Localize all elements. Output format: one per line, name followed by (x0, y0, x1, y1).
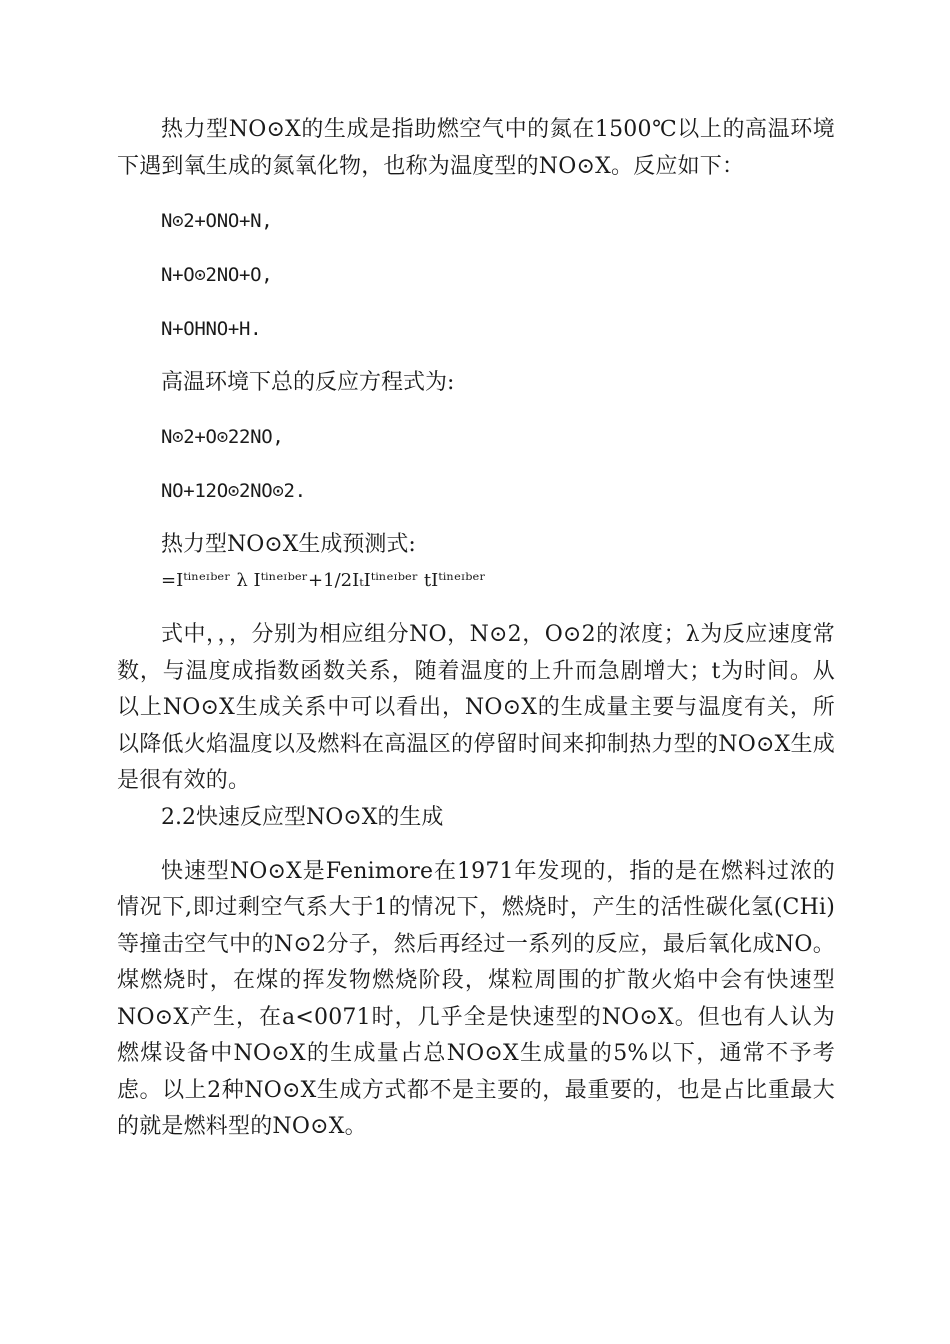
equation-5: NO+12O⊙2NO⊙2. (161, 480, 306, 502)
paragraph-thermal-nox: 热力型NO⊙X的生成是指助燃空气中的氮在1500℃以上的高温环境下遇到氧生成的氮氧化物，也称为温度型的NO⊙X。反应如下： (117, 117, 835, 179)
equation-1: N⊙2+ONO+N, (161, 210, 273, 232)
paragraph-formula-explanation: 式中，，，分别为相应组分NO，N⊙2，O⊙2的浓度；λ为反应速度常数，与温度成指数函数关系，随着温度的上升而急剧增大；t为时间。从以上NO⊙X生成关系中可以看出，NO⊙X的生成量主要与温度有关，所以降低火焰温度以及燃料在高温区的停留时间来抑制热力型的NO⊙X生成是很有效的。 (117, 622, 835, 793)
equation-4: N⊙2+O⊙22NO, (161, 426, 284, 448)
equation-2: N+O⊙2NO+O, (161, 264, 273, 286)
section-heading-fast-nox: 2.2快速反应型NO⊙X的生成 (161, 804, 444, 830)
paragraph-fast-nox: 快速型NO⊙X是Fenimore在1971年发现的，指的是在燃料过浓的情况下,即过剩空气系大于1的情况下，燃烧时，产生的活性碳化氢(CHi)等撞击空气中的N⊙2分子，然后再经过一系列的反应，最后氧化成NO。煤燃烧时，在煤的挥发物燃烧阶段，煤粒周围的扩散火焰中会有快速型NO⊙X产生，在a<0071时，几乎全是快速型的NO⊙X。但也有人认为燃煤设备中NO⊙X的生成量占总NO⊙X生成量的5%以下，通常不予考虑。以上2种NO⊙X生成方式都不是主要的，最重要的，也是占比重最大的就是燃料型的NO⊙X。 (117, 858, 835, 1139)
equation-3: N+OHNO+H. (161, 318, 262, 340)
label-prediction-formula: 热力型NO⊙X生成预测式: (161, 532, 416, 557)
label-total-reaction: 高温环境下总的反应方程式为: (161, 370, 455, 395)
prediction-formula: =Iᵗⁱⁿᵉᶦᵇᵉʳ λ Iᵗⁱⁿᵉᶦᵇᵉʳ+1/2IₜIᵗⁱⁿᵉᶦᵇᵉʳ tIᵗⁱⁿᵉᶦᵇᵉʳ (161, 570, 486, 591)
document-page (117, 112, 835, 1146)
